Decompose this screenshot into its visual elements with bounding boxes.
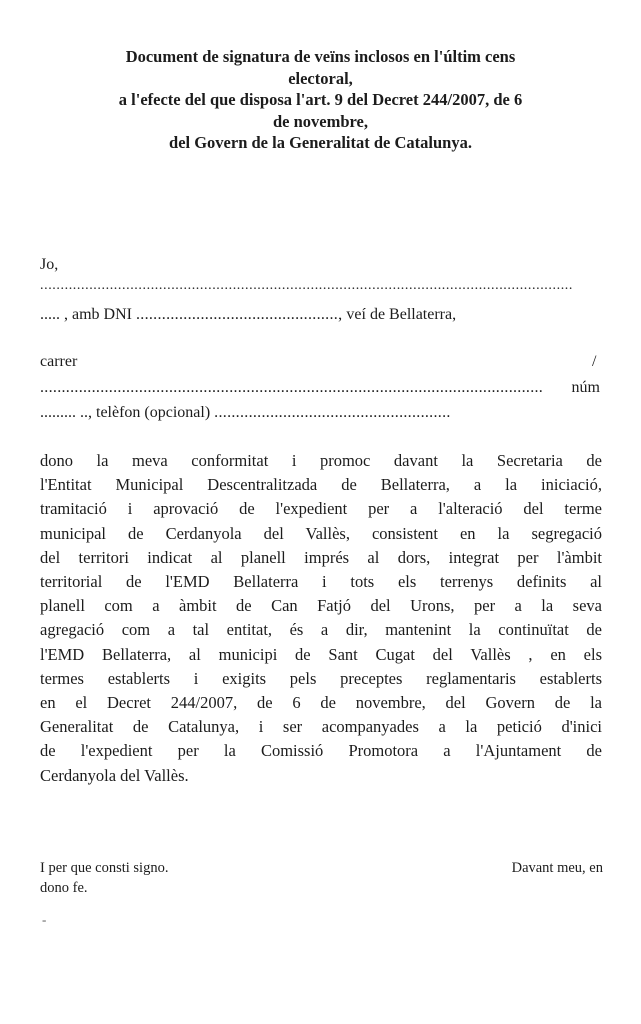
body-line: termes establerts i exigits pels preceptes reglamentaris establerts [40, 668, 602, 688]
dash-mark: - [42, 912, 47, 927]
dni-suffix: veí de Bellaterra, [346, 306, 457, 323]
body-line: planell com a àmbit de Can Fatjó del Urons, per a la seva [40, 596, 602, 616]
street-fill-line: ..................................................................................................................... [40, 379, 544, 396]
title-line: a l'efecte del que disposa l'art. 9 del Decret 244/2007, de 6 [118, 90, 523, 109]
body-line: en el Decret 244/2007, de 6 de novembre, del Govern de la [40, 693, 602, 713]
num-label: núm [571, 379, 600, 396]
dni-row [40, 305, 456, 325]
title-line: Document de signatura de veïns inclosos en l'últim cens [125, 47, 516, 66]
title-line: electoral, [288, 68, 353, 88]
jo-label: Jo, [40, 256, 59, 273]
name-fill-line: .................................................................................................................................. [40, 278, 573, 293]
body-line: l'EMD Bellaterra, al municipi de Sant Cugat del Vallès , en els [40, 644, 602, 664]
body-line: de l'expedient per la Comissió Promotora a l'Ajuntament de [40, 741, 602, 761]
signature-left-line: dono fe. [40, 880, 88, 896]
signature-right-line: Davant meu, en [511, 860, 603, 876]
document-title [20, 46, 621, 154]
street-row [40, 378, 600, 398]
body-line: tramitació i aprovació de l'expedient per a l'alteració del terme [40, 499, 602, 519]
signature-left [40, 858, 168, 898]
body-line: territorial de l'EMD Bellaterra i tots els terrenys definits al [40, 572, 602, 592]
body-line: dono la meva conformitat i promoc davant la Secretaria de [40, 451, 602, 470]
slash-mark: / [592, 353, 597, 370]
telephone-fill-line: ....................................................... [214, 404, 451, 421]
signature-left-line: I per que consti signo. [40, 860, 169, 876]
title-line: de novembre, [272, 111, 369, 131]
title-line: del Govern de la Generalitat de Catalunya. [169, 133, 472, 152]
body-line: Cerdanyola del Vallès. [40, 765, 189, 785]
signature-right [512, 858, 603, 878]
body-line: agregació com a tal entitat, és a dir, mantenint la continuïtat de [40, 620, 602, 640]
body-paragraph [40, 449, 602, 788]
telephone-prefix: ......... .., telèfon (opcional) [40, 404, 211, 421]
body-line: Generalitat de Catalunya, i ser acompanyades a la petició d'inici [40, 717, 602, 737]
body-line: l'Entitat Municipal Descentralitzada de Bellaterra, a la iniciació, [40, 475, 602, 495]
dni-prefix: ..... , amb DNI [40, 306, 132, 323]
carrer-label: carrer [40, 353, 78, 370]
dni-fill-line: ..............................................., [135, 306, 343, 323]
telephone-row [40, 403, 451, 423]
body-line: municipal de Cerdanyola del Vallès, consistent en la segregació [40, 523, 602, 543]
body-line: del territori indicat al planell imprés al dors, integrat per l'àmbit [40, 547, 602, 567]
